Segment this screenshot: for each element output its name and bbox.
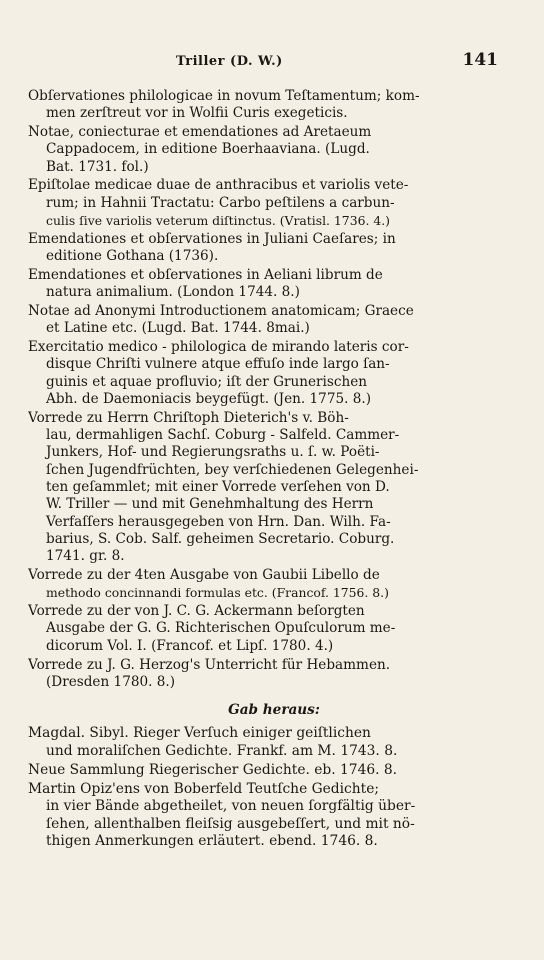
bibliography-entry xyxy=(28,267,520,302)
entry-line: editione Gothana (1736). xyxy=(46,248,219,265)
entry-line: in vier Bände abgetheilet, von neuen ſorgfältig über- xyxy=(46,798,416,815)
entry-line: ſehen, allenthalben fleiſsig ausgebeſſert, und mit nö- xyxy=(46,815,415,832)
entry-line: barius, S. Cob. Salf. geheimen Secretario. Coburg. xyxy=(46,530,395,547)
page-number: 141 xyxy=(462,50,498,70)
entry-line: Ausgabe der G. G. Richterischen Opuſculorum me- xyxy=(46,620,396,637)
bibliography-entry xyxy=(28,124,520,176)
bibliography-entry xyxy=(28,303,520,338)
entry-line: Vorrede zu J. G. Herzog's Unterricht für Hebammen. xyxy=(28,656,391,673)
entry-line: Obſervationes philologicae in novum Teſtamentum; kom- xyxy=(28,88,420,104)
entry-line: men zerſtreut vor in Wolfii Curis exegeticis. xyxy=(46,105,348,122)
bibliography-entry xyxy=(28,88,520,123)
page-header xyxy=(0,48,544,78)
bibliography-entry xyxy=(28,231,520,266)
bibliography-entry xyxy=(28,410,520,566)
entry-line: rum; in Hahnii Tractatu: Carbo peſtilens a carbun- xyxy=(46,194,395,211)
running-head: Triller (D. W.) xyxy=(176,54,283,69)
entry-line: Junkers, Hof- und Regierungsraths u. ſ. w. Poëti- xyxy=(46,444,380,461)
entry-line: und moraliſchen Gedichte. Frankf. am M. 1743. 8. xyxy=(46,742,398,759)
entry-line: Vorrede zu Herrn Chriſtoph Dieterich's v. Böh- xyxy=(28,409,349,426)
bibliography-entry xyxy=(28,603,520,655)
entry-line: ſchen Jugendfrüchten, bey verſchiedenen Gelegenhei- xyxy=(46,461,419,478)
entry-line: Notae, coniecturae et emendationes ad Aretaeum xyxy=(28,124,372,141)
bibliography-entry xyxy=(28,339,520,408)
entry-line: natura animalium. (London 1744. 8.) xyxy=(46,284,300,301)
entry-line: Abh. de Daemoniacis beygefügt. (Jen. 1775. 8.) xyxy=(46,391,372,408)
page-body xyxy=(28,88,520,852)
entry-line: Vorrede zu der von J. C. G. Ackermann beſorgten xyxy=(28,603,365,620)
entry-line: Neue Sammlung Riegerischer Gedichte. eb. 1746. 8. xyxy=(28,761,398,778)
entry-line: guinis et aquae profluvio; iſt der Grunerischen xyxy=(46,373,368,390)
bibliography-entry xyxy=(28,781,520,851)
entry-line: Cappadocem, in editione Boerhaaviana. (Lugd. xyxy=(46,141,370,158)
entry-line: Bat. 1731. fol.) xyxy=(46,158,149,175)
bibliography-entry xyxy=(28,657,520,692)
entry-line: lau, dermahligen Sachſ. Coburg - Salfeld. Cammer- xyxy=(46,427,400,444)
entry-line: Exercitatio medico - philologica de mirando lateris cor- xyxy=(28,339,409,356)
entry-line: W. Triller — und mit Genehmhaltung des Herrn xyxy=(46,496,374,513)
entry-line: Verfaſſers herausgegeben von Hrn. Dan. Wilh. Fa- xyxy=(46,513,391,530)
entry-line: (Dresden 1780. 8.) xyxy=(46,673,176,690)
entry-line: Magdal. Sibyl. Rieger Verſuch einiger geiſtlichen xyxy=(28,725,371,742)
entry-line: dicorum Vol. I. (Francof. et Lipſ. 1780. 4.) xyxy=(46,637,334,654)
entry-line: 1741. gr. 8. xyxy=(46,548,125,565)
entry-line: Epiſtolae medicae duae de anthracibus et variolis vete- xyxy=(28,177,409,194)
bibliography-entry xyxy=(28,762,520,780)
entry-line: Martin Opiz'ens von Boberfeld Teutſche Gedichte; xyxy=(28,780,380,797)
entry-line: disque Chriſti vulnere atque effuſo inde largo ſan- xyxy=(46,356,390,373)
entry-line: et Latine etc. (Lugd. Bat. 1744. 8mai.) xyxy=(46,320,310,337)
entry-line: Emendationes et obſervationes in Juliani Caeſares; in xyxy=(28,230,396,247)
bibliography-list xyxy=(28,88,520,691)
section-heading: Gab heraus: xyxy=(228,702,320,719)
entry-line: Vorrede zu der 4ten Ausgabe von Gaubii Libello de xyxy=(28,567,380,584)
entry-line: methodo concinnandi formulas etc. (Francof. 1756. 8.) xyxy=(46,585,389,601)
bibliography-entry xyxy=(28,177,520,229)
entry-line: Notae ad Anonymi Introductionem anatomicam; Graece xyxy=(28,303,414,320)
bibliography-entry xyxy=(28,725,520,760)
bibliography-entry xyxy=(28,567,520,602)
entry-line: ten geſammlet; mit einer Vorrede verſehen von D. xyxy=(46,479,390,496)
entry-line: culis ſive variolis veterum diſtinctus. (Vratisl. 1736. 4.) xyxy=(46,213,390,229)
entry-line: thigen Anmerkungen erläutert. ebend. 1746. 8. xyxy=(46,833,378,850)
edited-works-list xyxy=(28,725,520,851)
entry-line: Emendationes et obſervationes in Aeliani librum de xyxy=(28,266,383,283)
